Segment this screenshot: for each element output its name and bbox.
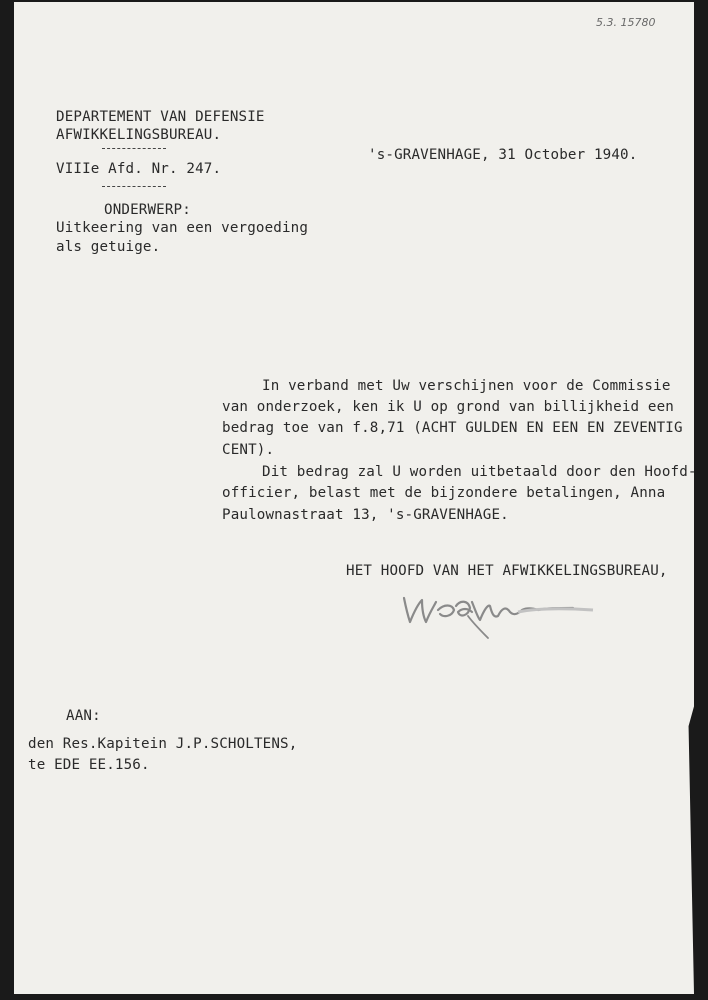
sender-line2: AFWIKKELINGSBUREAU. [56, 127, 222, 143]
place-date: 's-GRAVENHAGE, 31 October 1940. [368, 147, 638, 163]
divider [102, 148, 166, 149]
body-line: bedrag toe van f.8,71 (ACHT GULDEN EN EEN EN ZEVENTIG [222, 420, 683, 436]
subject-line1: Uitkeering van een vergoeding [56, 220, 309, 236]
body-line: van onderzoek, ken ik U op grond van billijkheid een [222, 399, 674, 415]
archive-mark: 5.3. 15780 [596, 16, 656, 29]
subject-label: ONDERWERP: [104, 202, 191, 218]
body-line: CENT). [222, 442, 275, 458]
signature [398, 586, 598, 642]
reference-number: VIIIe Afd. Nr. 247. [56, 161, 222, 177]
body-line: In verband met Uw verschijnen voor de Commissie [262, 378, 671, 394]
recipient-line2: te EDE EE.156. [28, 757, 150, 773]
divider [102, 186, 166, 187]
closing: HET HOOFD VAN HET AFWIKKELINGSBUREAU, [346, 563, 668, 579]
sender-line1: DEPARTEMENT VAN DEFENSIE [56, 109, 265, 125]
subject-line2: als getuige. [56, 239, 161, 255]
body-line: Paulownastraat 13, 's-GRAVENHAGE. [222, 507, 509, 523]
recipient-line1: den Res.Kapitein J.P.SCHOLTENS, [28, 736, 298, 752]
body-line: Dit bedrag zal U worden uitbetaald door den Hoofd- [262, 464, 697, 480]
body-line: officier, belast met de bijzondere betalingen, Anna [222, 485, 666, 501]
recipient-label: AAN: [66, 708, 101, 724]
